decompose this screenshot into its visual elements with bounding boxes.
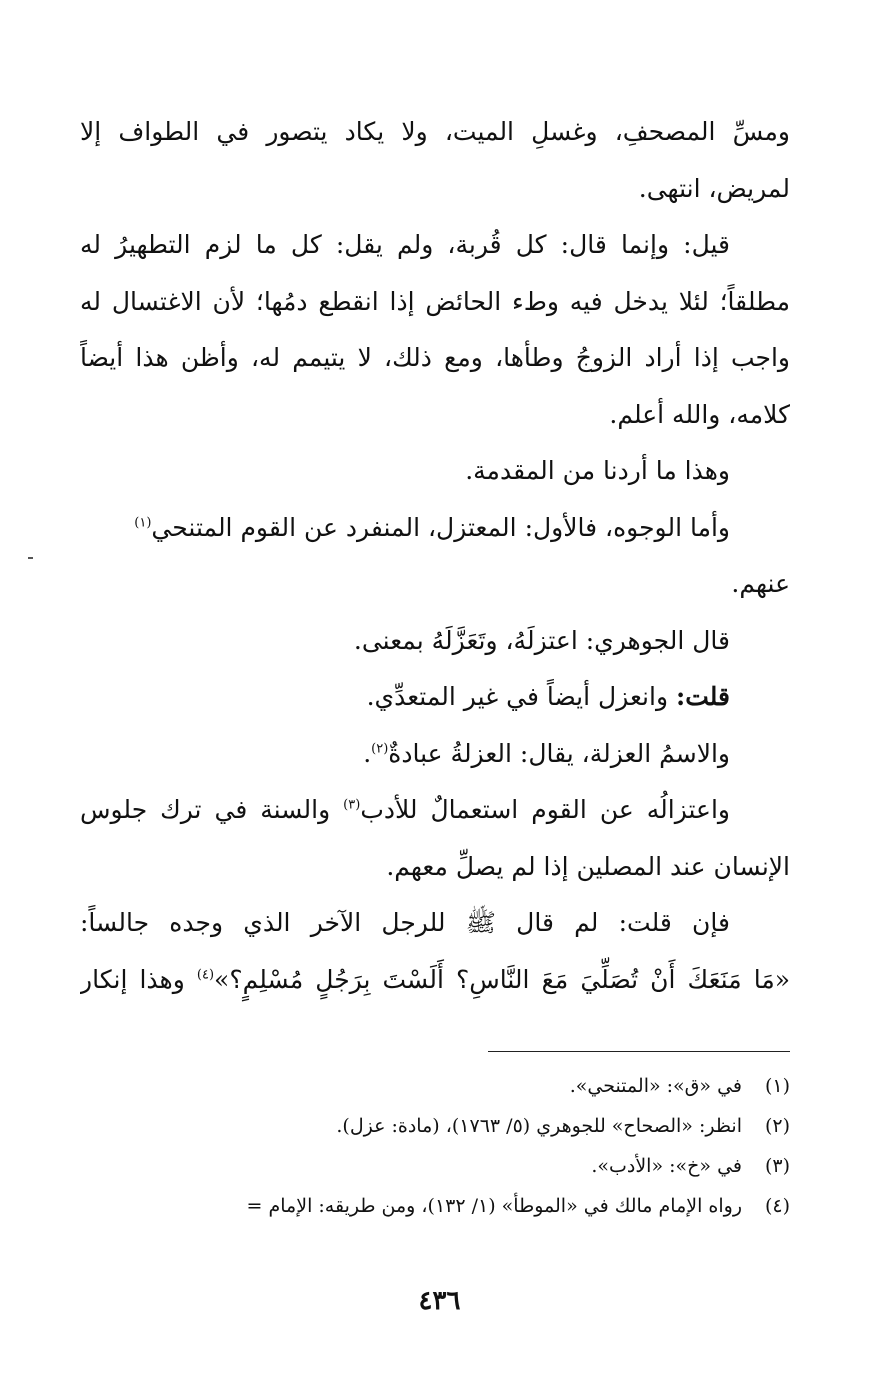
text-line-4 [80, 274, 790, 331]
text-line-8 [80, 500, 790, 557]
text-line-14 [80, 839, 790, 896]
text-line-12-period: . [363, 738, 372, 768]
text-line-13-content-a: واعتزالُه عن القوم استعمالٌ للأدب [360, 795, 730, 824]
footnote-3-number: (٣) [764, 1155, 790, 1177]
text-line-6 [80, 387, 790, 444]
text-line-9-content: عنهم. [731, 569, 790, 598]
text-line-7-content: وهذا ما أردنا من المقدمة. [465, 456, 730, 485]
text-line-11 [80, 669, 790, 726]
footnotes [80, 1066, 790, 1226]
footnote-2 [80, 1106, 790, 1146]
footnote-4-text: رواه الإمام مالك في «الموطأ» (١/ ١٣٢)، ومن طريقه: الإمام = [246, 1195, 742, 1217]
footnote-4 [80, 1186, 790, 1226]
footnote-marker-3: (٣) [343, 797, 361, 813]
footnote-2-number: (٢) [764, 1115, 790, 1137]
text-line-3 [80, 217, 790, 274]
footnote-separator [488, 1051, 790, 1052]
footnote-marker-4: (٤) [196, 967, 215, 983]
text-line-6-content: كلامه، والله أعلم. [609, 399, 790, 429]
text-line-15-content: فإن قلت: لم قال ﷺ للرجل الآخر الذي وجده جالساً: [80, 908, 730, 937]
footnote-2-text: انظر: «الصحاح» للجوهري (٥/ ١٧٦٣)، (مادة: عزل). [336, 1115, 742, 1137]
text-line-2-content: لمريض، انتهى. [638, 173, 790, 203]
text-line-12-content: والاسمُ العزلة، يقال: العزلةُ عبادةٌ [388, 738, 730, 768]
footnote-marker-2: (٢) [371, 741, 389, 757]
footnote-3 [80, 1146, 790, 1186]
text-line-4-content: مطلقاً؛ لئلا يدخل فيه وطء الحائض إذا انقطع دمُها؛ لأن الاغتسال له [80, 286, 790, 316]
footnote-1 [80, 1066, 790, 1106]
text-line-14-content: الإنسان عند المصلين إذا لم يصلِّ معهم. [386, 851, 790, 881]
text-line-1 [80, 104, 790, 161]
footnote-1-number: (١) [764, 1075, 790, 1097]
text-line-12 [80, 726, 790, 783]
text-line-13 [80, 782, 790, 839]
text-line-1-content: ومسِّ المصحفِ، وغسلِ الميت، ولا يكاد يتصور في الطواف إلا [80, 117, 790, 146]
footnote-4-number: (٤) [764, 1195, 790, 1217]
text-line-10 [80, 613, 790, 670]
text-line-3-content: قيل: وإنما قال: كل قُربة، ولم يقل: كل ما لزم التطهيرُ له [80, 230, 730, 259]
text-line-11-content: وانعزل أيضاً في غير المتعدِّي. [366, 682, 669, 711]
page-number: ٤٣٦ [418, 1286, 461, 1316]
text-line-10-content: قال الجوهري: اعتزلَهُ، وتَعَزَّلَهُ بمعنى. [353, 625, 730, 655]
qult-label: قلت: [675, 682, 730, 711]
stray-print-mark [28, 557, 33, 559]
text-line-7 [80, 443, 790, 500]
text-line-15 [80, 895, 790, 952]
text-line-9 [80, 556, 790, 613]
text-line-5 [80, 330, 790, 387]
text-line-8-content: وأما الوجوه، فالأول: المعتزل، المنفرد عن القوم المتنحي [151, 512, 730, 542]
text-line-2 [80, 161, 790, 218]
text-line-16-content-b: وهذا إنكار [80, 964, 185, 994]
main-text [80, 104, 790, 1008]
footnote-3-text: في «خ»: «الأدب». [591, 1155, 742, 1177]
text-line-16 [80, 952, 790, 1009]
footnote-marker-1: (١) [134, 515, 152, 531]
footnote-1-text: في «ق»: «المتنحي». [569, 1075, 742, 1097]
hadith-quote: «مَا مَنَعَكَ أَنْ تُصَلِّيَ مَعَ النَّاسِ؟ أَلَسْتَ بِرَجُلٍ مُسْلِمٍ؟» [214, 964, 790, 994]
text-line-5-content: واجب إذا أراد الزوجُ وطأها، ومع ذلك، لا يتيمم له، وأظن هذا أيضاً [80, 343, 790, 372]
text-line-13-content-b: والسنة في ترك جلوس [80, 795, 331, 824]
